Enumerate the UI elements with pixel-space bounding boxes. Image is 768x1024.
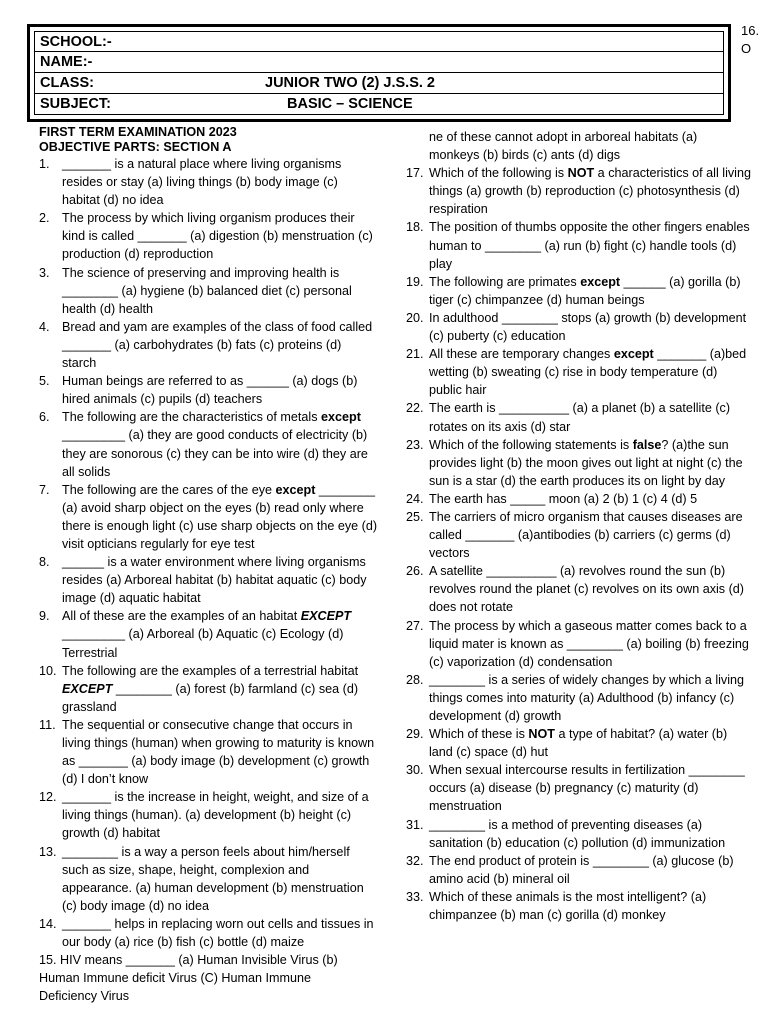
corner-line-2: O [741, 41, 752, 56]
header-row-name [34, 52, 724, 73]
question-text-run: The carriers of micro organism that causes diseases are called _______ (a)antibodies (b) carriers (c) germs (d) vectors [429, 509, 743, 561]
emphasis-text: false [632, 437, 662, 452]
question-text-run: The end product of protein is ________ (a) glucose (b) amino acid (b) mineral oil [429, 853, 734, 886]
question-number: 5. [39, 374, 50, 389]
question-number: 25. [406, 509, 424, 524]
question-text [62, 664, 358, 714]
emphasis-text: except [613, 347, 654, 362]
question-text-run: The process by which a gaseous matter comes back to a liquid mater is known as ________ (a) boiling (b) freezing (c) vaporization (d) condensation [429, 618, 749, 669]
question-text-run: The process by which living organism produces their kind is called _______ (a) digestion (b) menstruation (c) production (d) reproduction [62, 211, 373, 262]
question-text [62, 609, 351, 659]
section-title: OBJECTIVE PARTS: SECTION A [39, 140, 232, 154]
question-item [406, 671, 751, 725]
header-row-subject [34, 94, 724, 115]
question-item [406, 218, 751, 272]
question-text-run: The following are the characteristics of metals [62, 410, 321, 425]
question-number: 14. [39, 916, 57, 931]
question-text-run: The sequential or consecutive change that occurs in living things (human) when growing to maturity is known as _______ (a) body image (b) development (c) growth (d) I don’t know [62, 717, 375, 787]
question-item [39, 843, 379, 915]
subject-label: SUBJECT: [40, 96, 111, 112]
question-text-run: ______ (a) gorilla (b) tiger (c) chimpanzee (d) human beings [429, 274, 741, 307]
question-text [429, 347, 746, 397]
question-text [429, 564, 744, 614]
question-item [39, 716, 379, 788]
question-number: 12. [39, 790, 57, 805]
question-text [62, 410, 368, 478]
question-number: 2. [39, 211, 50, 226]
question-text-run: _______ (a)bed wetting (b) sweating (c) rise in body temperature (d) public hair [429, 347, 747, 398]
question-text [429, 311, 746, 343]
question-number: 13. [39, 844, 57, 859]
emphasis-text: NOT [528, 727, 555, 742]
question-text [429, 763, 745, 813]
question-text-run: The science of preserving and improving health is ________ (a) hygiene (b) balanced diet (c) personal health (d) health [62, 265, 352, 316]
question-item [406, 436, 751, 490]
question-text-run: All of these are the examples of an habitat [62, 609, 301, 624]
question-item [406, 888, 751, 924]
question-text [429, 438, 743, 488]
question-number: 27. [406, 618, 424, 633]
question-text [62, 555, 367, 605]
question-number: 28. [406, 672, 424, 687]
emphasis-text: EXCEPT [300, 609, 352, 624]
header-row-school [34, 31, 724, 52]
school-label: SCHOOL:- [40, 34, 112, 50]
question-number: 8. [39, 555, 50, 570]
right-question-list [406, 164, 751, 924]
question-item [39, 553, 379, 607]
question-item [39, 209, 379, 263]
name-label: NAME:- [40, 54, 93, 70]
question-item [406, 761, 751, 815]
question-text-run: _________ (a) Arboreal (b) Aquatic (c) Ecology (d) Terrestrial [62, 627, 344, 660]
question-number: 6. [39, 410, 50, 425]
question-text-run: a characteristics of all living things (a) growth (b) reproduction (c) photosynthesis (d) respiration [429, 166, 751, 217]
question-item [406, 490, 751, 508]
question-number: 21. [406, 347, 424, 362]
question-text-run: In adulthood ________ stops (a) growth (b) development (c) puberty (c) education [429, 310, 747, 344]
question-text-run: ________ is a way a person feels about him/herself such as size, shape, height, complexion and appearance. (a) human development (b) menstruation (c) body image (d) no idea [62, 844, 364, 913]
question-text [429, 220, 750, 270]
question-item [406, 562, 751, 616]
question-number: 30. [406, 763, 424, 778]
question-text [429, 401, 730, 433]
question-item [39, 915, 379, 951]
class-label: CLASS: [40, 75, 94, 91]
question-number: 32. [406, 853, 424, 868]
question-text [62, 374, 357, 406]
question-text-run: The following are the examples of a terrestrial habitat [62, 663, 359, 678]
question-number: 17. [406, 166, 424, 181]
question-text-run: ________ (a) forest (b) farmland (c) sea (d) grassland [62, 681, 359, 714]
left-question-list [39, 155, 379, 951]
question-item [39, 481, 379, 553]
question-text-run: When sexual intercourse results in fertilization ________ occurs (a) disease (b) pregnancy (c) maturity (d) menstruation [429, 763, 745, 814]
question-number: 22. [406, 401, 424, 416]
question-text [62, 790, 369, 840]
page-corner-text [741, 22, 759, 58]
question-text-run: The earth is __________ (a) a planet (b) a satellite (c) rotates on its axis (d) star [429, 401, 731, 434]
question-text-run: Which of the following is [429, 166, 568, 181]
question-item [39, 155, 379, 209]
question-number: 9. [39, 609, 50, 624]
question-item [406, 852, 751, 888]
question-item [406, 309, 751, 345]
question-number: 7. [39, 482, 50, 497]
question-item [406, 273, 751, 309]
question-item [39, 318, 379, 372]
exam-header-box [27, 24, 731, 122]
question-text [62, 320, 372, 370]
question-text [62, 157, 341, 207]
question-text [429, 890, 706, 922]
question-text-run: ______ is a water environment where living organisms resides (a) Arboreal habitat (b) habitat aquatic (c) body image (d) aquatic habitat [62, 555, 367, 606]
question-text-run: ________ (a) avoid sharp object on the eyes (b) read only where there is enough light (c) use sharp objects on the eye (d) visit opticians regularly for eye test [62, 482, 378, 551]
question-text-run: a type of habitat? (a) water (b) land (c) space (d) hut [429, 727, 728, 760]
question-text-run: The following are primates [429, 274, 581, 289]
left-column [39, 125, 379, 1005]
question-item [39, 607, 379, 661]
question-number: 3. [39, 265, 50, 280]
question-item [406, 399, 751, 435]
subject-value: BASIC – SCIENCE [287, 96, 413, 112]
exam-title: FIRST TERM EXAMINATION 2023 [39, 125, 237, 139]
question-number: 1. [39, 157, 50, 171]
class-value: JUNIOR TWO (2) J.S.S. 2 [265, 75, 435, 91]
question-text-run: All these are temporary changes [429, 347, 614, 362]
question-text [429, 818, 725, 850]
question-item [406, 725, 751, 761]
question-text-run: _________ (a) they are good conducts of electricity (b) they are sonorous (c) they can be into wire (d) they are all solids [62, 428, 368, 479]
question-item [39, 264, 379, 318]
question-text [429, 492, 697, 506]
question-text-run: Which of the following statements is [429, 437, 633, 452]
question-text [62, 211, 373, 261]
question-item [406, 508, 751, 562]
question-number: 31. [406, 817, 424, 832]
question-number: 24. [406, 491, 424, 506]
question-number: 18. [406, 220, 424, 235]
question-text-run: The position of thumbs opposite the other fingers enables human to ________ (a) run (b) fight (c) handle tools (d) play [429, 220, 750, 271]
question-text [429, 275, 741, 307]
exam-header-table [34, 31, 724, 115]
question-number: 29. [406, 727, 424, 742]
question-text [62, 266, 352, 316]
right-column [406, 128, 751, 924]
question-item [39, 372, 379, 408]
question-item [39, 662, 379, 716]
question-item [39, 408, 379, 480]
emphasis-text: EXCEPT [62, 681, 113, 696]
header-row-class [34, 73, 724, 94]
emphasis-text: except [580, 274, 621, 289]
question-number: 10. [39, 663, 57, 678]
question-text [429, 673, 744, 723]
question-text-run: Which of these is [429, 727, 529, 742]
question-number: 23. [406, 437, 424, 452]
question-item [406, 345, 751, 399]
question-16-continued: ne of these cannot adopt in arboreal habitats (a) monkeys (b) birds (c) ants (d) digs [429, 130, 698, 163]
question-text [429, 619, 749, 669]
question-text-run: Which of these animals is the most intelligent? (a) chimpanzee (b) man (c) gorilla (d) monkey [429, 889, 707, 923]
question-text-run: The earth has _____ moon (a) 2 (b) 1 (c) 4 (d) 5 [429, 491, 698, 506]
question-text-run: ________ is a series of widely changes by which a living things comes into maturity (a) Adulthood (b) infancy (c) development (d) growth [429, 672, 745, 723]
emphasis-text: except [275, 482, 316, 497]
question-item [406, 816, 751, 852]
question-text [62, 483, 377, 551]
emphasis-text: NOT [567, 166, 595, 181]
question-item [406, 164, 751, 218]
question-text-run: The following are the cares of the eye [62, 482, 276, 497]
question-text-run: _______ is a natural place where living organisms resides or stay (a) living things (b) body image (c) habitat (d) no idea [62, 157, 342, 208]
question-text [429, 854, 734, 886]
question-text-run: Bread and yam are examples of the class of food called _______ (a) carbohydrates (b) fats (c) proteins (d) starch [62, 319, 373, 371]
question-number: 33. [406, 889, 424, 904]
question-text-run: A satellite __________ (a) revolves round the sun (b) revolves round the planet (c) revolves on its own axis (d) does not rotate [429, 564, 744, 615]
question-text-run: _______ is the increase in height, weight, and size of a living things (human). (a) development (b) height (c) growth (d) habitat [62, 790, 369, 841]
question-text [429, 727, 727, 759]
question-number: 11. [39, 717, 56, 732]
question-number: 26. [406, 564, 424, 579]
corner-line-1: 16. [741, 23, 760, 38]
question-text-run: ________ is a method of preventing diseases (a) sanitation (b) education (c) pollution (d) immunization [429, 817, 726, 850]
question-text [429, 166, 751, 216]
question-number: 4. [39, 319, 50, 334]
question-15: 15. HIV means _______ (a) Human Invisible Virus (b) Human Immune deficit Virus (C) Human Immune Deficiency Virus [39, 953, 338, 1004]
question-text [62, 718, 374, 786]
question-text [62, 845, 364, 913]
question-text-run: ? (a)the sun provides light (b) the moon gives out light at night (c) the sun is a star (d) the earth produces its on light by day [429, 437, 743, 488]
question-number: 20. [406, 310, 424, 325]
question-item [406, 617, 751, 671]
question-text-run: Human beings are referred to as ______ (a) dogs (b) hired animals (c) pupils (d) teachers [62, 374, 358, 407]
question-number: 19. [406, 274, 424, 289]
question-text [429, 510, 743, 560]
question-item [39, 788, 379, 842]
emphasis-text: except [320, 410, 361, 425]
question-text-run: _______ helps in replacing worn out cells and tissues in our body (a) rice (b) fish (c) bottle (d) maize [62, 916, 374, 950]
question-text [62, 917, 374, 949]
